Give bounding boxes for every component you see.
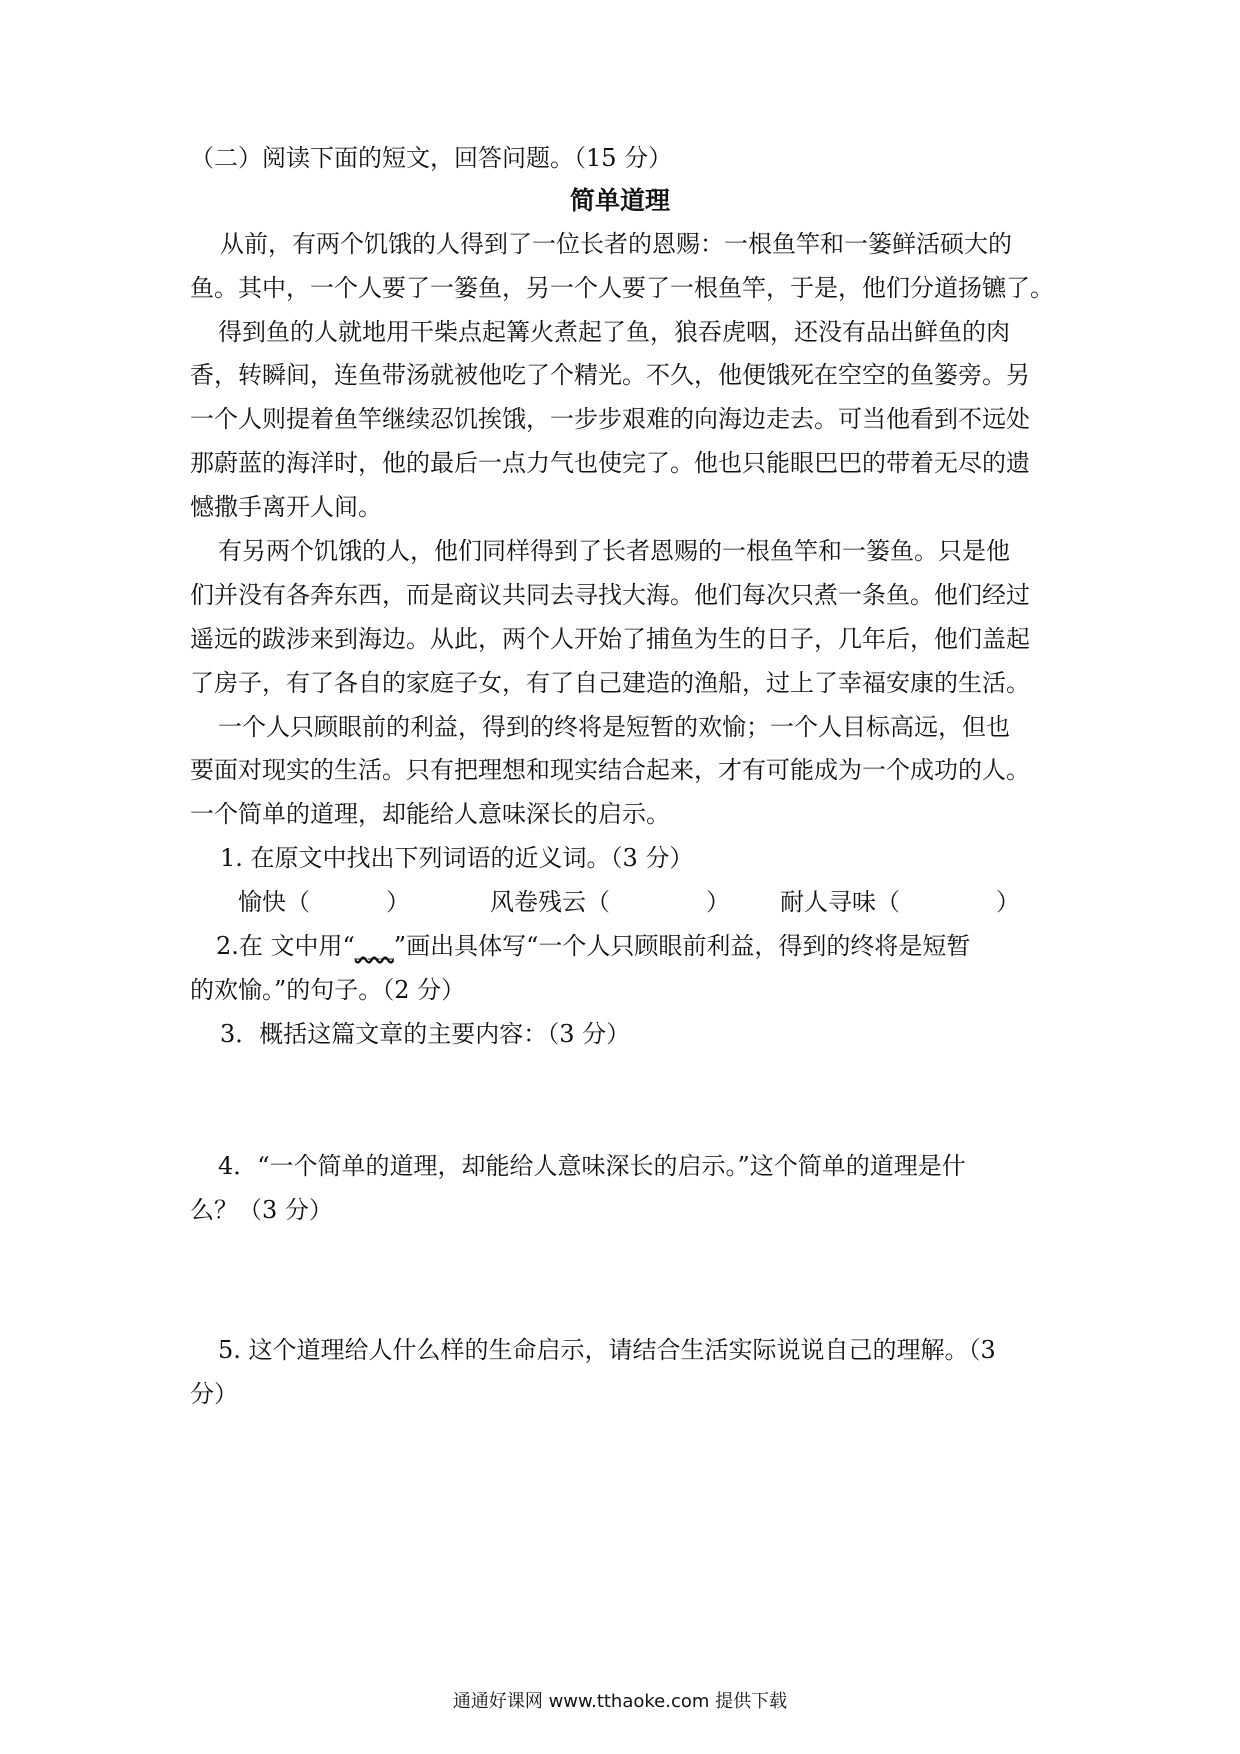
wavy-underline-mark: ___: [354, 932, 394, 960]
question-2-line-1: [216, 930, 1060, 962]
answer-area-5[interactable]: [190, 1418, 1060, 1658]
footer-source: 通通好课网 www.tthaoke.com 提供下载: [452, 1691, 788, 1712]
word-prompt-close: ）: [996, 888, 1020, 916]
question-1: 1. 在原文中找出下列词语的近义词。（3 分）: [220, 844, 694, 872]
passage-line: 有另两个饥饿的人，他们同样得到了长者恩赐的一根鱼竿和一篓鱼。只是他: [218, 537, 1010, 565]
question-5-line-1: 5. 这个道理给人什么样的生命启示，请结合生活实际说说自己的理解。（3: [218, 1336, 996, 1364]
passage-line: 们并没有各奔东西，而是商议共同去寻找大海。他们每次只煮一条鱼。他们经过: [190, 581, 1030, 609]
passage-line: 憾撒手离开人间。: [190, 493, 382, 521]
question-2-text-a: 2.在 文中用“: [216, 932, 355, 960]
passage-line: 从前，有两个饥饿的人得到了一位长者的恩赐：一根鱼竿和一篓鲜活硕大的: [220, 230, 1012, 258]
passage-line: 一个人则提着鱼竿继续忍饥挨饿，一步步艰难的向海边走去。可当他看到不远处: [190, 405, 1030, 433]
word-prompt: 风卷残云（: [490, 888, 610, 916]
question-3: 3．概括这篇文章的主要内容：（3 分）: [220, 1020, 631, 1048]
question-2-line-2: 的欢愉。”的句子。（2 分）: [190, 976, 466, 1004]
question-5-line-2: 分）: [190, 1380, 238, 1408]
answer-area-3[interactable]: [190, 1058, 1060, 1138]
question-4-line-2: 么？（3 分）: [190, 1196, 333, 1224]
article-title: 简单道理: [569, 186, 670, 215]
passage-line: 一个简单的道理，却能给人意味深长的启示。: [190, 800, 670, 828]
question-4-line-1: 4．“一个简单的道理，却能给人意味深长的启示。”这个简单的道理是什: [218, 1152, 966, 1180]
word-prompt: 耐人寻味（: [780, 888, 900, 916]
word-prompt-close: ）: [706, 888, 730, 916]
passage-line: 得到鱼的人就地用干柴点起篝火煮起了鱼，狼吞虎咽，还没有品出鲜鱼的肉: [218, 318, 1010, 346]
passage-line: 那蔚蓝的海洋时，他的最后一点力气也使完了。他也只能眼巴巴的带着无尽的遗: [190, 449, 1030, 477]
passage-line: 要面对现实的生活。只有把理想和现实结合起来，才有可能成为一个成功的人。: [190, 756, 1030, 784]
word-prompt-close: ）: [386, 888, 410, 916]
passage-line: 遥远的跋涉来到海边。从此，两个人开始了捕鱼为生的日子，几年后，他们盖起: [190, 625, 1030, 653]
passage-line: 了房子，有了各自的家庭子女，有了自己建造的渔船，过上了幸福安康的生活。: [190, 669, 1030, 697]
word-prompt: 愉快（: [238, 888, 310, 916]
passage-line: 鱼。其中，一个人要了一篓鱼，另一个人要了一根鱼竿，于是，他们分道扬镳了。: [190, 274, 1054, 302]
passage-line: 香，转瞬间，连鱼带汤就被他吃了个精光。不久，他便饿死在空空的鱼篓旁。另: [190, 361, 1030, 389]
question-2-text-b: ”画出具体写“一个人只顾眼前利益，得到的终将是短暂: [393, 932, 971, 960]
question-1-words: [238, 886, 1060, 918]
answer-area-4[interactable]: [190, 1234, 1060, 1324]
passage-line: 一个人只顾眼前的利益，得到的终将是短暂的欢愉；一个人目标高远，但也: [218, 713, 1010, 741]
section-heading: （二）阅读下面的短文，回答问题。（15 分）: [190, 144, 673, 172]
